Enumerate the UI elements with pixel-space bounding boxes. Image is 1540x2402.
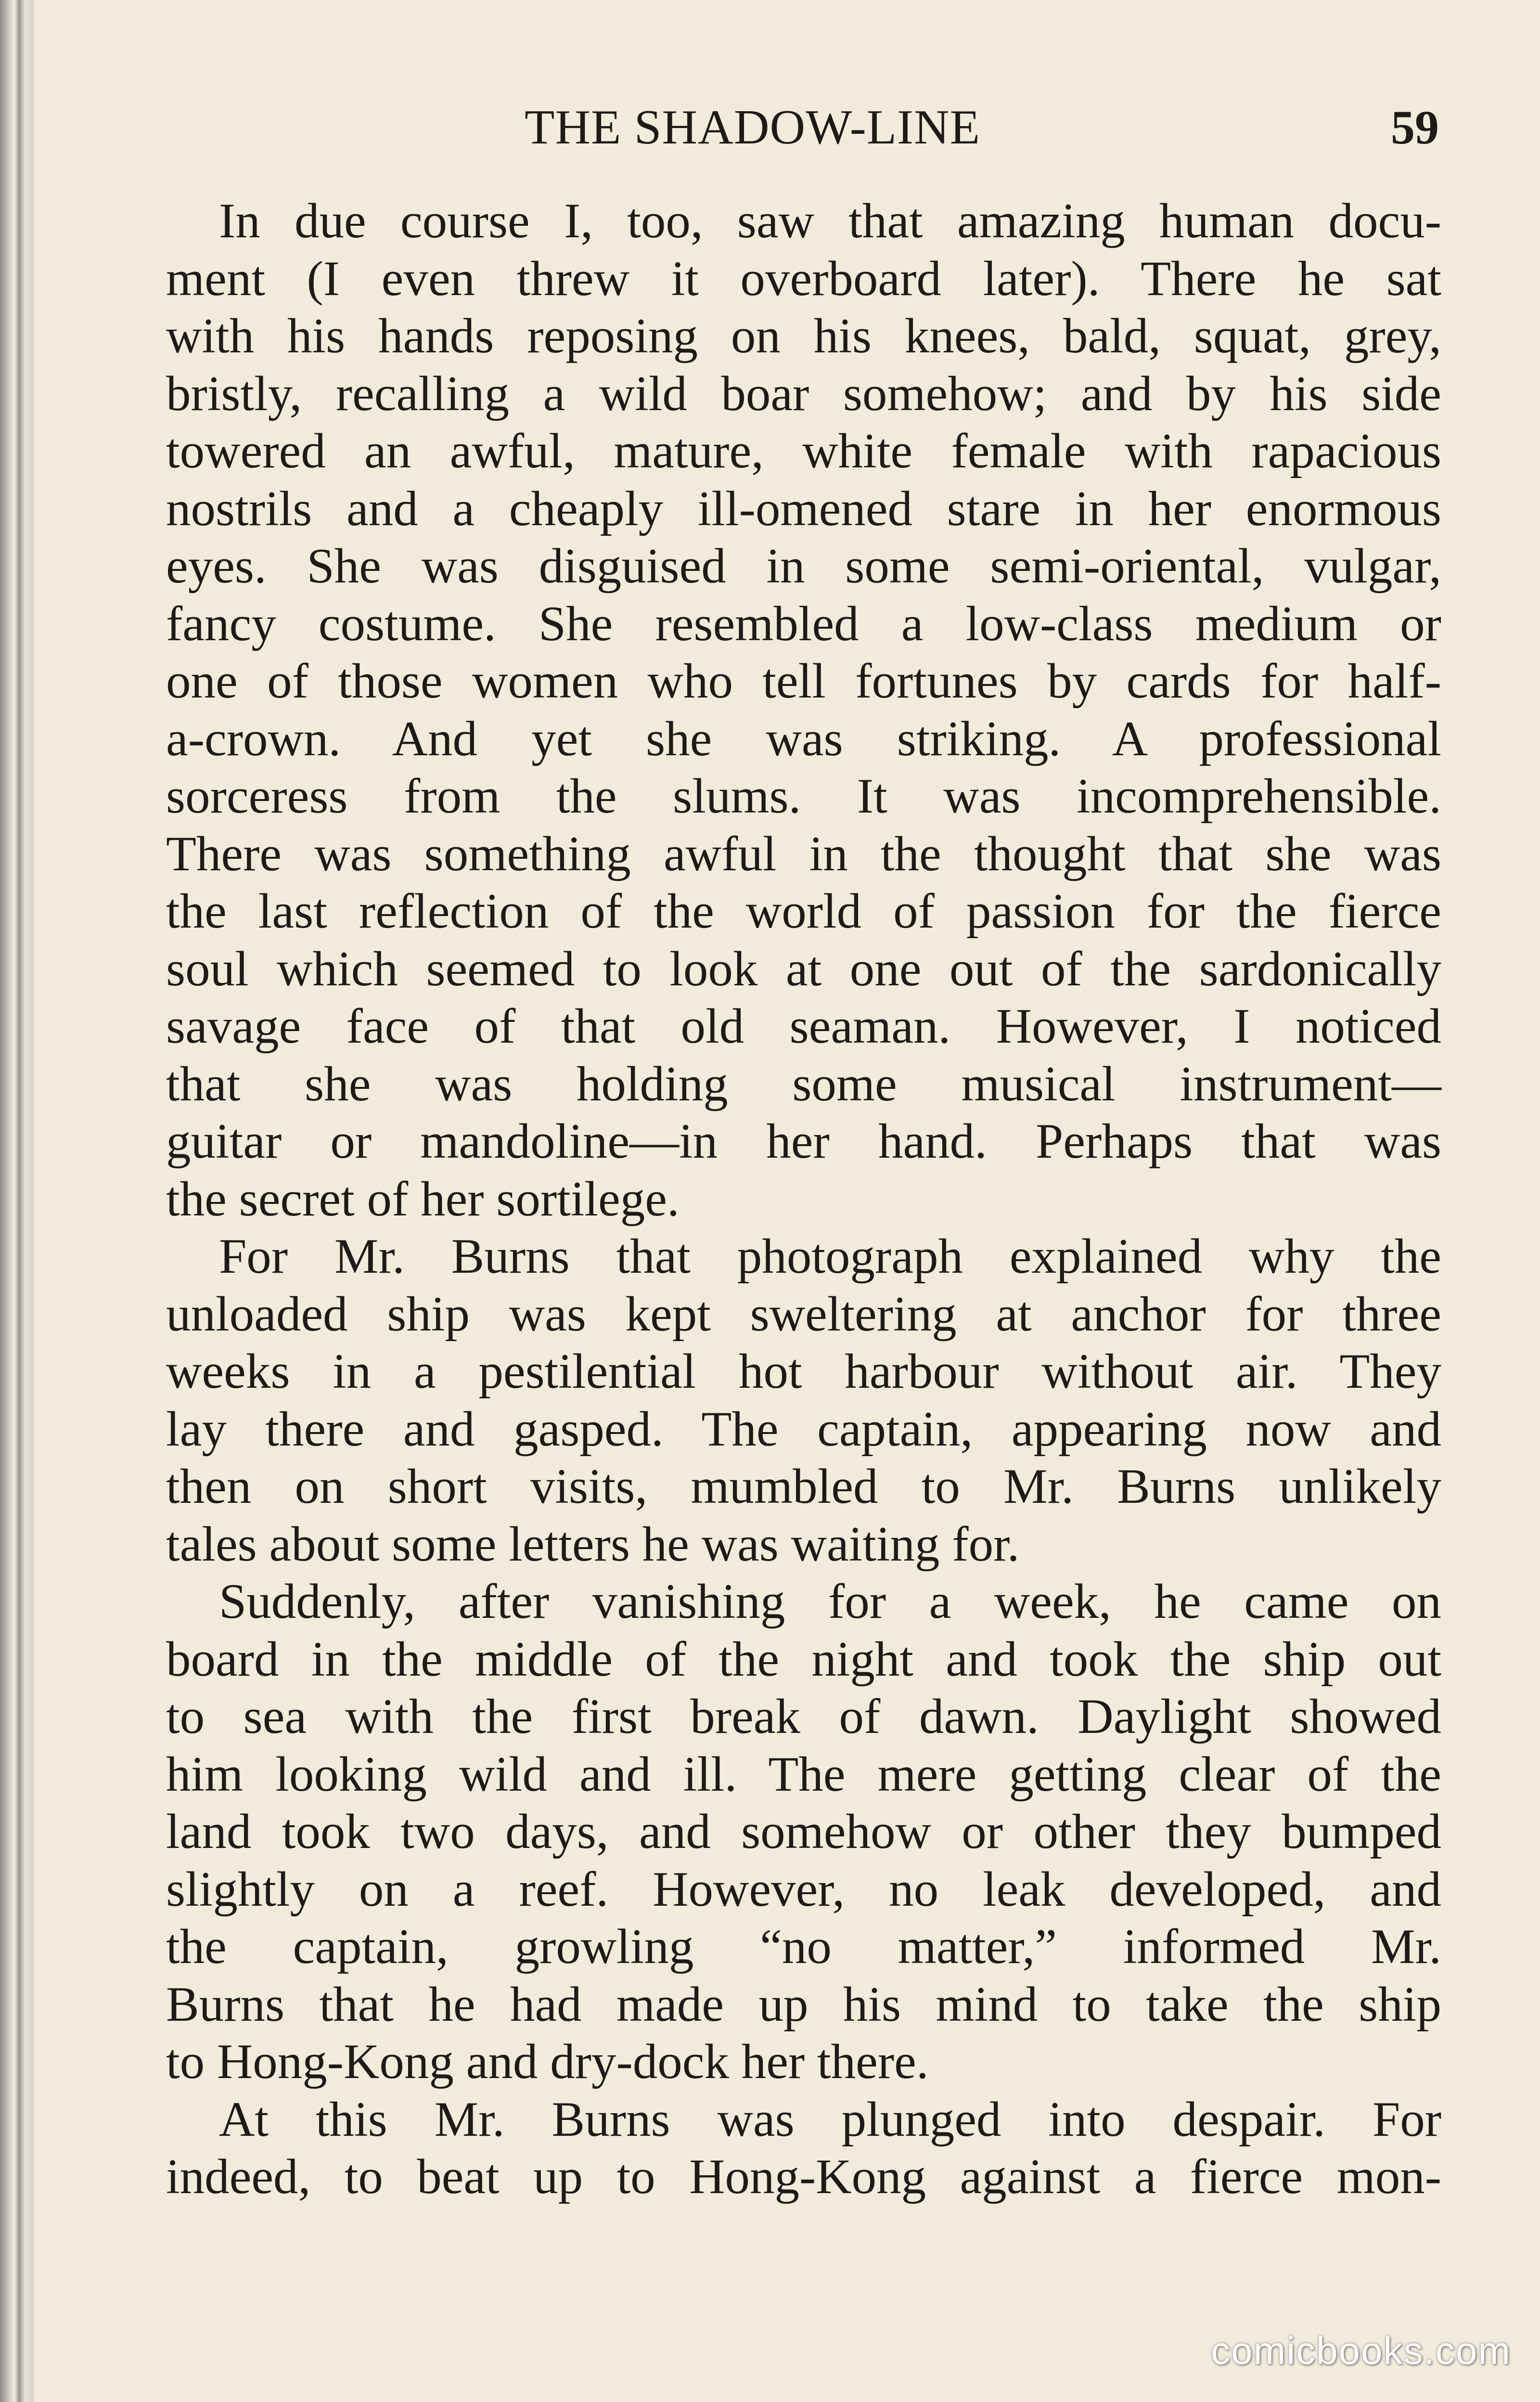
text-line: then on short visits, mumbled to Mr. Burns unlikely	[166, 1459, 1441, 1514]
text-line: the secret of her sortilege.	[166, 1171, 680, 1227]
text-line: nostrils and a cheaply ill-omened stare in her enormous	[166, 481, 1441, 536]
text-line: tales about some letters he was waiting for.	[166, 1516, 1020, 1572]
text-line: At this Mr. Burns was plunged into despair. For	[219, 2092, 1441, 2147]
text-line: the captain, growling “no matter,” informed Mr.	[166, 1919, 1441, 1974]
text-line: to Hong-Kong and dry-dock her there.	[166, 2034, 929, 2089]
book-gutter	[0, 0, 34, 2402]
text-line: the last reflection of the world of passion for the fierce	[166, 884, 1441, 939]
text-line: soul which seemed to look at one out of the sardonically	[166, 941, 1441, 996]
text-line: weeks in a pestilential hot harbour without air. They	[166, 1344, 1441, 1399]
text-line: eyes. She was disguised in some semi-oriental, vulgar,	[166, 539, 1441, 594]
text-line: Suddenly, after vanishing for a week, he came on	[219, 1574, 1441, 1629]
text-line: one of those women who tell fortunes by cards for half-	[166, 654, 1441, 709]
text-line: bristly, recalling a wild boar somehow; and by his side	[166, 366, 1441, 421]
text-line: fancy costume. She resembled a low-class medium or	[166, 596, 1441, 651]
text-line: ment (I even threw it overboard later). There he sat	[166, 251, 1441, 306]
text-line: that she was holding some musical instrument—	[166, 1056, 1441, 1111]
body-text	[166, 193, 1441, 2206]
text-line: There was something awful in the thought that she was	[166, 826, 1441, 881]
text-line: In due course I, too, saw that amazing human docu-	[219, 194, 1441, 248]
text-line: For Mr. Burns that photograph explained why the	[219, 1229, 1441, 1284]
page-number: 59	[1391, 101, 1439, 154]
text-line: sorceress from the slums. It was incomprehensible.	[166, 769, 1441, 824]
text-line: a-crown. And yet she was striking. A professional	[166, 711, 1441, 766]
text-line: slightly on a reef. However, no leak developed, and	[166, 1861, 1441, 1917]
text-line: with his hands reposing on his knees, bald, squat, grey,	[166, 309, 1441, 363]
text-line: land took two days, and somehow or other they bumped	[166, 1804, 1441, 1859]
text-line: unloaded ship was kept sweltering at anchor for three	[166, 1286, 1441, 1342]
text-line: board in the middle of the night and took the ship out	[166, 1631, 1441, 1687]
page-header	[525, 91, 1439, 164]
text-line: towered an awful, mature, white female with rapacious	[166, 424, 1441, 478]
text-line: lay there and gasped. The captain, appearing now and	[166, 1401, 1441, 1457]
text-line: him looking wild and ill. The mere getting clear of the	[166, 1746, 1441, 1802]
text-line: guitar or mandoline—in her hand. Perhaps that was	[166, 1114, 1441, 1169]
text-line: Burns that he had made up his mind to take the ship	[166, 1976, 1441, 2032]
running-title: THE SHADOW-LINE	[525, 100, 980, 155]
book-page	[34, 0, 1540, 2402]
watermark-text: comicbooks.com	[1211, 2329, 1511, 2372]
text-line: to sea with the first break of dawn. Daylight showed	[166, 1689, 1441, 1744]
text-line: savage face of that old seaman. However, I noticed	[166, 999, 1441, 1054]
text-line: indeed, to beat up to Hong-Kong against a fierce mon-	[166, 2149, 1441, 2204]
